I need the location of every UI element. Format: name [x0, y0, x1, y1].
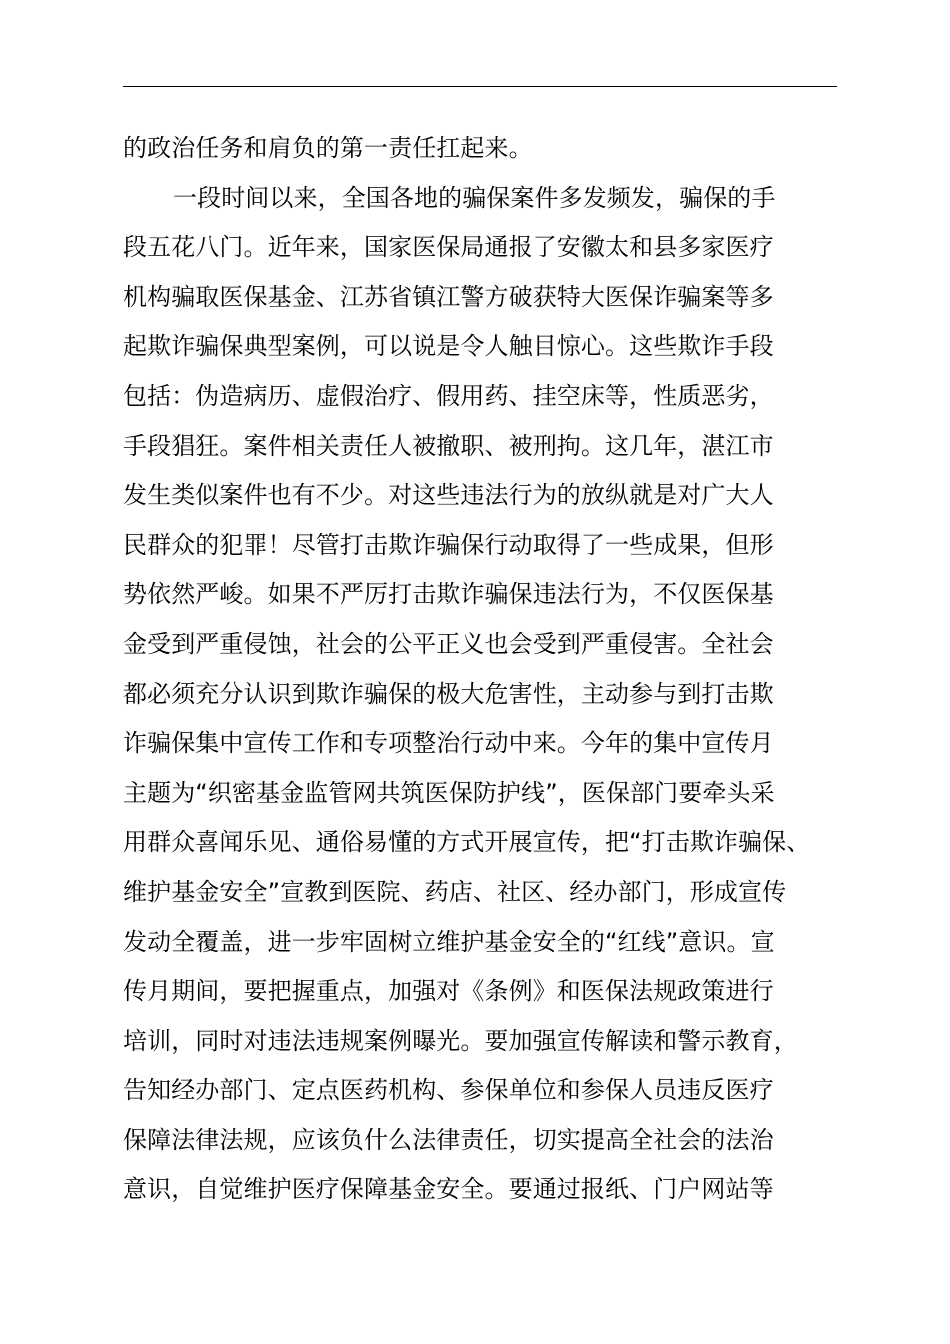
text-line: 保障法律法规，应该负什么法律责任，切实提高全社会的法治: [123, 1125, 774, 1154]
document-body: [123, 124, 843, 1215]
text-line: 机构骗取医保基金、江苏省镇江警方破获特大医保诈骗案等多: [123, 282, 774, 311]
text-line: 金受到严重侵蚀，社会的公平正义也会受到严重侵害。全社会: [123, 629, 774, 658]
text-line: 起欺诈骗保典型案例，可以说是令人触目惊心。这些欺诈手段: [123, 332, 774, 361]
text-line: 都必须充分认识到欺诈骗保的极大危害性，主动参与到打击欺: [123, 679, 774, 708]
text-line: 包括：伪造病历、虚假治疗、假用药、挂空床等，性质恶劣，: [123, 381, 774, 410]
text-line: 告知经办部门、定点医药机构、参保单位和参保人员违反医疗: [123, 1076, 774, 1105]
text-line: 发动全覆盖，进一步牢固树立维护基金安全的“红线”意识。宣: [123, 927, 775, 956]
text-line: 的政治任务和肩负的第一责任扛起来。: [123, 134, 533, 162]
text-line: 用群众喜闻乐见、通俗易懂的方式开展宣传，把“打击欺诈骗保、: [123, 828, 811, 857]
text-line: 民群众的犯罪！尽管打击欺诈骗保行动取得了一些成果，但形: [123, 530, 774, 559]
text-line: 维护基金安全”宣教到医院、药店、社区、经办部门，形成宣传: [123, 877, 787, 906]
text-line: 势依然严峻。如果不严厉打击欺诈骗保违法行为，不仅医保基: [123, 580, 774, 609]
text-line: 主题为“织密基金监管网共筑医保防护线”，医保部门要牵头采: [123, 778, 775, 807]
text-line: 传月期间，要把握重点，加强对《条例》和医保法规政策进行: [123, 977, 774, 1006]
paragraph-first-line: 一段时间以来，全国各地的骗保案件多发频发，骗保的手: [173, 183, 776, 212]
text-line: 诈骗保集中宣传工作和专项整治行动中来。今年的集中宣传月: [123, 729, 774, 758]
header-rule: [123, 86, 837, 87]
text-line: 培训，同时对违法违规案例曝光。要加强宣传解读和警示教育，: [123, 1026, 798, 1055]
text-line: 段五花八门。近年来，国家医保局通报了安徽太和县多家医疗: [123, 233, 774, 262]
text-line: 意识，自觉维护医疗保障基金安全。要通过报纸、门户网站等: [123, 1175, 774, 1204]
text-line: 发生类似案件也有不少。对这些违法行为的放纵就是对广大人: [123, 481, 774, 510]
text-line: 手段猖狂。案件相关责任人被撤职、被刑拘。这几年，湛江市: [123, 431, 774, 460]
